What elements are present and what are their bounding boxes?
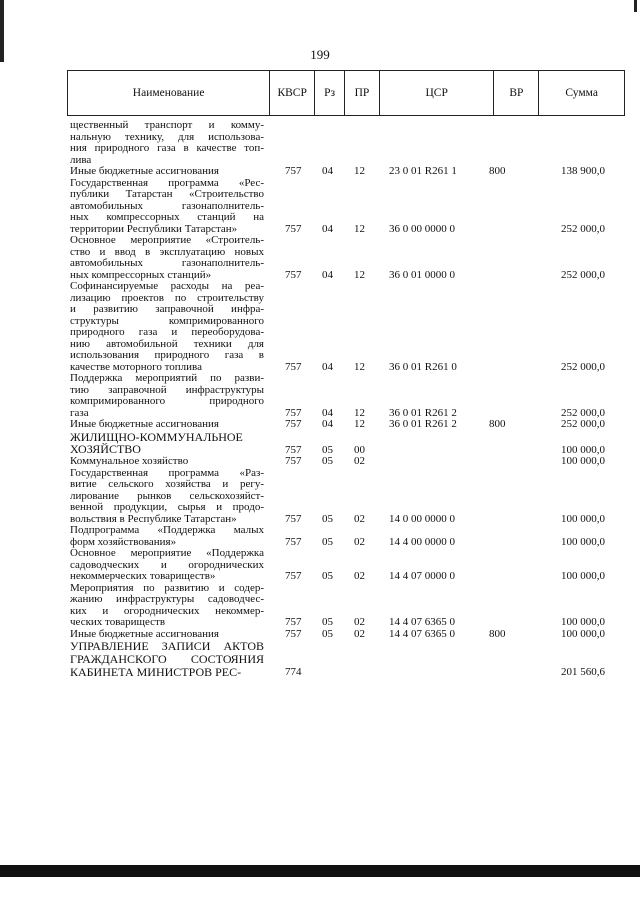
column-header-vr: ВР	[494, 71, 539, 115]
cell-pr: 12	[354, 418, 365, 430]
cell-sum: 252 000,0	[561, 222, 605, 235]
cell-kvsr: 757	[285, 360, 302, 373]
cell-pr: 12	[354, 165, 365, 177]
cell-rz: 04	[322, 165, 333, 177]
cell-csr: 36 0 01 R261 2	[389, 406, 457, 419]
cell-sum: 100 000,0	[561, 627, 605, 640]
table-row	[70, 166, 615, 178]
table-row	[70, 373, 615, 419]
column-header-kvsr: КВСР	[270, 71, 315, 115]
row-name-line: нию автомобильной техники для	[70, 337, 264, 350]
cell-sum: 252 000,0	[561, 418, 605, 430]
table-row	[70, 525, 615, 548]
row-name-line: структуры компримированного	[70, 314, 264, 327]
cell-kvsr: 757	[285, 570, 302, 583]
column-header-rz: Рз	[315, 71, 345, 115]
row-name	[70, 431, 264, 457]
row-name	[70, 281, 264, 373]
row-name	[70, 583, 264, 629]
row-name-line: Подпрограмма «Поддержка малых	[70, 524, 264, 537]
cell-pr: 02	[354, 455, 365, 468]
row-name-line: ЖИЛИЩНО-КОММУНАЛЬНОЕ	[70, 429, 243, 444]
cell-vr: 800	[489, 627, 506, 640]
row-name-line: территории Республики Татарстан»	[70, 222, 238, 235]
row-name-line: ГРАЖДАНСКОГО СОСТОЯНИЯ	[70, 651, 264, 666]
cell-kvsr: 757	[285, 268, 302, 281]
row-name	[70, 640, 264, 678]
table-row	[70, 468, 615, 526]
cell-pr: 02	[354, 627, 365, 640]
row-name-line: Государственная программа «Раз-	[70, 466, 264, 479]
row-name-line: УПРАВЛЕНИЕ ЗАПИСИ АКТОВ	[70, 639, 264, 654]
row-name-line: КАБИНЕТА МИНИСТРОВ РЕС-	[70, 664, 242, 679]
cell-vr: 800	[489, 418, 506, 430]
row-name-line: лирование рынков сельскохозяйст-	[70, 489, 264, 502]
row-name-line: Иные бюджетные ассигнования	[70, 627, 219, 640]
cell-rz: 05	[322, 455, 333, 468]
cell-vr: 800	[489, 165, 506, 177]
table-row	[70, 548, 615, 583]
cell-rz: 04	[322, 418, 333, 430]
cell-sum: 100 000,0	[561, 535, 605, 548]
row-name-line: нальную технику, для использова-	[70, 130, 264, 143]
row-name-line: публики Татарстан «Строительство	[70, 188, 264, 200]
row-name-line: тию заправочной инфраструктуры	[70, 383, 264, 396]
cell-csr: 14 4 07 6365 0	[389, 627, 455, 640]
row-name	[70, 468, 264, 526]
row-name-line: Коммунальное хозяйство	[70, 455, 189, 468]
cell-rz: 04	[322, 222, 333, 235]
cell-rz: 04	[322, 268, 333, 281]
row-name-line: садоводческих и огороднических	[70, 558, 264, 571]
table-body	[70, 120, 615, 678]
row-name-line: Основное мероприятие «Строитель-	[70, 234, 264, 246]
table-row	[70, 281, 615, 373]
row-name-line: Основное мероприятие «Поддержка	[70, 547, 264, 560]
row-name-line: ство и ввод в эксплуатацию новых	[70, 245, 264, 258]
row-name-line: автомобильных газонаполнитель-	[70, 257, 264, 269]
row-name-line: вольствия в Республике Татарстан»	[70, 512, 237, 525]
cell-sum: 100 000,0	[561, 570, 605, 583]
row-name-line: ХОЗЯЙСТВО	[70, 442, 141, 457]
cell-sum: 201 560,6	[561, 665, 605, 678]
row-name-line: некоммерческих товариществ»	[70, 570, 216, 583]
cell-pr: 02	[354, 512, 365, 525]
cell-kvsr: 757	[285, 455, 302, 468]
row-name-line: лива	[70, 153, 92, 166]
cell-csr: 36 0 01 0000 0	[389, 268, 455, 281]
cell-sum: 100 000,0	[561, 443, 605, 456]
cell-csr: 14 4 07 6365 0	[389, 616, 455, 629]
row-name-line: жанию инфраструктуры садоводчес-	[70, 593, 264, 606]
cell-kvsr: 757	[285, 535, 302, 548]
row-name-line: Мероприятия по развитию и содер-	[70, 581, 264, 594]
table-row	[70, 235, 615, 281]
cell-csr: 14 4 00 0000 0	[389, 535, 455, 548]
row-name-line: лизацию проектов по строительству	[70, 291, 264, 304]
row-name-line: использования природного газа в	[70, 349, 264, 361]
table-row	[70, 419, 615, 431]
row-name-line: щественный транспорт и комму-	[70, 119, 264, 131]
row-name	[70, 373, 264, 419]
row-name	[70, 120, 264, 166]
cell-sum: 100 000,0	[561, 512, 605, 525]
cell-kvsr: 774	[285, 665, 302, 678]
cell-sum: 138 900,0	[561, 165, 605, 177]
row-name-line: природного газа и переоборудова-	[70, 326, 264, 338]
cell-sum: 252 000,0	[561, 406, 605, 419]
row-name	[70, 178, 264, 236]
cell-rz: 05	[322, 535, 333, 548]
cell-csr: 23 0 01 R261 1	[389, 165, 457, 177]
column-header-sum: Сумма	[565, 87, 598, 99]
cell-pr: 12	[354, 360, 365, 373]
table-row	[70, 120, 615, 166]
cell-kvsr: 757	[285, 512, 302, 525]
table-row	[70, 178, 615, 236]
cell-rz: 05	[322, 512, 333, 525]
cell-sum: 100 000,0	[561, 455, 605, 468]
column-header-pr: ПР	[345, 71, 380, 115]
cell-sum: 252 000,0	[561, 360, 605, 373]
cell-sum: 100 000,0	[561, 616, 605, 629]
cell-kvsr: 757	[285, 165, 302, 177]
row-name-line: и развитию заправочной инфра-	[70, 303, 264, 315]
table-header	[67, 70, 625, 116]
cell-kvsr: 757	[285, 443, 302, 456]
row-name-line: Софинансируемые расходы на реа-	[70, 280, 264, 292]
cell-csr: 36 0 01 R261 0	[389, 360, 457, 373]
row-name-line: ных компрессорных станций»	[70, 268, 212, 281]
row-name-line: ных компрессорных станций на	[70, 211, 264, 223]
row-name-line: венной продукции, сырья и продо-	[70, 501, 264, 514]
row-name-line: компримированного природного	[70, 395, 264, 407]
scan-bottom-bar	[0, 865, 640, 877]
cell-pr: 02	[354, 535, 365, 548]
cell-pr: 12	[354, 406, 365, 419]
cell-pr: 02	[354, 616, 365, 629]
row-name-line: ких и огороднических некоммер-	[70, 604, 264, 617]
cell-kvsr: 757	[285, 406, 302, 419]
row-name-line: ния природного газа в качестве топ-	[70, 142, 264, 154]
cell-kvsr: 757	[285, 627, 302, 640]
cell-csr: 36 0 00 0000 0	[389, 222, 455, 235]
cell-csr: 36 0 01 R261 2	[389, 418, 457, 430]
cell-sum: 252 000,0	[561, 268, 605, 281]
table-row	[70, 431, 615, 457]
cell-rz: 04	[322, 360, 333, 373]
row-name-line: витие сельского хозяйства и регу-	[70, 478, 264, 491]
table-row	[70, 640, 615, 678]
cell-rz: 05	[322, 627, 333, 640]
cell-rz: 05	[322, 570, 333, 583]
row-name-line: Государственная программа «Рес-	[70, 176, 264, 189]
row-name-line: газа	[70, 406, 89, 419]
row-name	[70, 235, 264, 281]
cell-pr: 12	[354, 268, 365, 281]
row-name-line: автомобильных газонаполнитель-	[70, 199, 264, 212]
row-name-line: качестве моторного топлива	[70, 360, 202, 373]
page-number: 199	[310, 47, 330, 62]
row-name	[70, 419, 264, 431]
cell-rz: 05	[322, 443, 333, 456]
cell-csr: 14 4 07 0000 0	[389, 570, 455, 583]
row-name	[70, 456, 264, 468]
row-name-line: Иные бюджетные ассигнования	[70, 165, 219, 177]
row-name	[70, 166, 264, 178]
cell-pr: 12	[354, 222, 365, 235]
cell-pr: 00	[354, 443, 365, 456]
column-header-name: Наименование	[68, 71, 270, 115]
cell-rz: 05	[322, 616, 333, 629]
cell-kvsr: 757	[285, 418, 302, 430]
cell-kvsr: 757	[285, 222, 302, 235]
row-name	[70, 525, 264, 548]
table-row	[70, 583, 615, 629]
row-name-line: Поддержка мероприятий по разви-	[70, 372, 264, 384]
row-name	[70, 548, 264, 583]
scan-edge-mark-right	[634, 0, 637, 12]
cell-rz: 04	[322, 406, 333, 419]
cell-csr: 14 0 00 0000 0	[389, 512, 455, 525]
row-name-line: ческих товариществ	[70, 616, 166, 629]
table-row	[70, 456, 615, 468]
row-name-line: Иные бюджетные ассигнования	[70, 418, 219, 430]
column-header-csr: ЦСР	[380, 71, 495, 115]
cell-pr: 02	[354, 570, 365, 583]
row-name-line: форм хозяйствования»	[70, 535, 177, 548]
cell-kvsr: 757	[285, 616, 302, 629]
